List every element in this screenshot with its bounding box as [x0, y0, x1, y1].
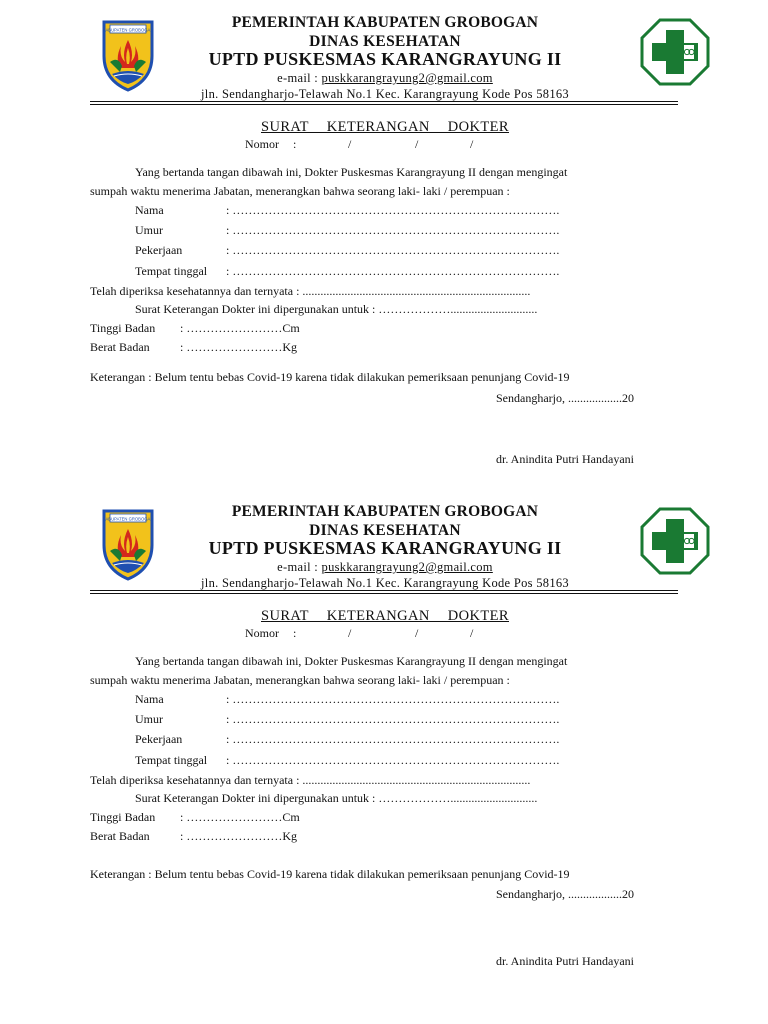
- header-rule-thick: [90, 101, 678, 102]
- field-label-umur: Umur: [135, 712, 163, 726]
- height-value: : ……………………Cm: [180, 810, 300, 824]
- examined-line: Telah diperiksa kesehatannya dan ternyata : ............................................................................: [90, 284, 531, 298]
- field-value-pekerjaan: : ……………………………………………………………………….: [226, 243, 560, 257]
- field-label-nama: Nama: [135, 692, 164, 706]
- note-line: Keterangan : Belum tentu bebas Covid-19 karena tidak dilakukan pemeriksaan penunjang Covid-19: [90, 370, 570, 384]
- puskesmas-logo: [640, 507, 710, 575]
- email-link[interactable]: puskkarangrayung2@gmail.com: [321, 71, 493, 85]
- header-government: PEMERINTAH KABUPATEN GROBOGAN: [231, 14, 539, 31]
- field-label-pekerjaan: Pekerjaan: [135, 243, 183, 257]
- field-value-umur: : ……………………………………………………………………….: [226, 712, 560, 726]
- header-puskesmas: UPTD PUSKESMAS KARANGRAYUNG II: [208, 538, 562, 558]
- nomor-slash-1: /: [348, 137, 352, 151]
- header-puskesmas: UPTD PUSKESMAS KARANGRAYUNG II: [208, 49, 562, 69]
- field-label-pekerjaan: Pekerjaan: [135, 732, 183, 746]
- field-value-tempat-tinggal: : ……………………………………………………………………….: [226, 264, 560, 278]
- puskesmas-logo: [640, 18, 710, 86]
- height-label: Tinggi Badan: [90, 321, 156, 335]
- weight-label: Berat Badan: [90, 340, 150, 354]
- field-value-pekerjaan: : ……………………………………………………………………….: [226, 732, 560, 746]
- document-title: SURAT KETERANGAN DOKTER: [261, 119, 509, 135]
- examined-line: Telah diperiksa kesehatannya dan ternyata : ............................................................................: [90, 773, 531, 787]
- field-value-nama: : ……………………………………………………………………….: [226, 692, 560, 706]
- grobogan-regency-logo: [100, 16, 156, 92]
- nomor-colon: :: [293, 626, 297, 640]
- intro-line-1: Yang bertanda tangan dibawah ini, Dokter Puskesmas Karangrayung II dengan mengingat: [135, 165, 568, 179]
- certificate-form-2: [0, 489, 768, 1001]
- email-prefix: e-mail :: [277, 71, 322, 85]
- grobogan-regency-logo: [100, 505, 156, 581]
- header-rule-thick: [90, 590, 678, 591]
- field-value-tempat-tinggal: : ……………………………………………………………………….: [226, 753, 560, 767]
- purpose-line: Surat Keterangan Dokter ini dipergunakan untuk : ……………….............................: [135, 791, 538, 805]
- weight-label: Berat Badan: [90, 829, 150, 843]
- nomor-label: Nomor: [245, 626, 279, 640]
- header-department: DINAS KESEHATAN: [309, 33, 461, 50]
- place-date: Sendangharjo, ..................20: [496, 391, 634, 405]
- intro-line-2: sumpah waktu menerima Jabatan, menerangkan bahwa seorang laki- laki / perempuan :: [90, 184, 510, 198]
- document-title: SURAT KETERANGAN DOKTER: [261, 608, 509, 624]
- note-line: Keterangan : Belum tentu bebas Covid-19 karena tidak dilakukan pemeriksaan penunjang Covid-19: [90, 867, 570, 881]
- nomor-label: Nomor: [245, 137, 279, 151]
- header-rule-thin: [90, 593, 678, 594]
- header-rule-thin: [90, 104, 678, 105]
- field-label-umur: Umur: [135, 223, 163, 237]
- doctor-name: dr. Anindita Putri Handayani: [496, 954, 634, 968]
- nomor-colon: :: [293, 137, 297, 151]
- intro-line-1: Yang bertanda tangan dibawah ini, Dokter Puskesmas Karangrayung II dengan mengingat: [135, 654, 568, 668]
- purpose-line: Surat Keterangan Dokter ini dipergunakan untuk : ……………….............................: [135, 302, 538, 316]
- nomor-slash-3: /: [470, 626, 474, 640]
- logo-banner-text: KABUPATEN GROBOGAN: [102, 516, 154, 522]
- intro-line-2: sumpah waktu menerima Jabatan, menerangkan bahwa seorang laki- laki / perempuan :: [90, 673, 510, 687]
- nomor-slash-3: /: [470, 137, 474, 151]
- weight-value: : ……………………Kg: [180, 829, 297, 843]
- field-value-umur: : ……………………………………………………………………….: [226, 223, 560, 237]
- height-value: : ……………………Cm: [180, 321, 300, 335]
- field-label-tempat-tinggal: Tempat tinggal: [135, 753, 208, 767]
- weight-value: : ……………………Kg: [180, 340, 297, 354]
- nomor-slash-1: /: [348, 626, 352, 640]
- header-government: PEMERINTAH KABUPATEN GROBOGAN: [231, 503, 539, 520]
- header-address: jln. Sendangharjo-Telawah No.1 Kec. Karangrayung Kode Pos 58163: [201, 87, 569, 101]
- place-date: Sendangharjo, ..................20: [496, 887, 634, 901]
- nomor-slash-2: /: [415, 626, 419, 640]
- field-value-nama: : ……………………………………………………………………….: [226, 203, 560, 217]
- nomor-slash-2: /: [415, 137, 419, 151]
- height-label: Tinggi Badan: [90, 810, 156, 824]
- header-email-line: [160, 560, 610, 575]
- field-label-tempat-tinggal: Tempat tinggal: [135, 264, 208, 278]
- logo-banner-text: KABUPATEN GROBOGAN: [102, 27, 154, 33]
- header-email-line: [160, 71, 610, 86]
- doctor-name: dr. Anindita Putri Handayani: [496, 452, 634, 466]
- email-prefix: e-mail :: [277, 560, 322, 574]
- email-link[interactable]: puskkarangrayung2@gmail.com: [321, 560, 493, 574]
- header-address: jln. Sendangharjo-Telawah No.1 Kec. Karangrayung Kode Pos 58163: [201, 576, 569, 590]
- field-label-nama: Nama: [135, 203, 164, 217]
- header-department: DINAS KESEHATAN: [309, 522, 461, 539]
